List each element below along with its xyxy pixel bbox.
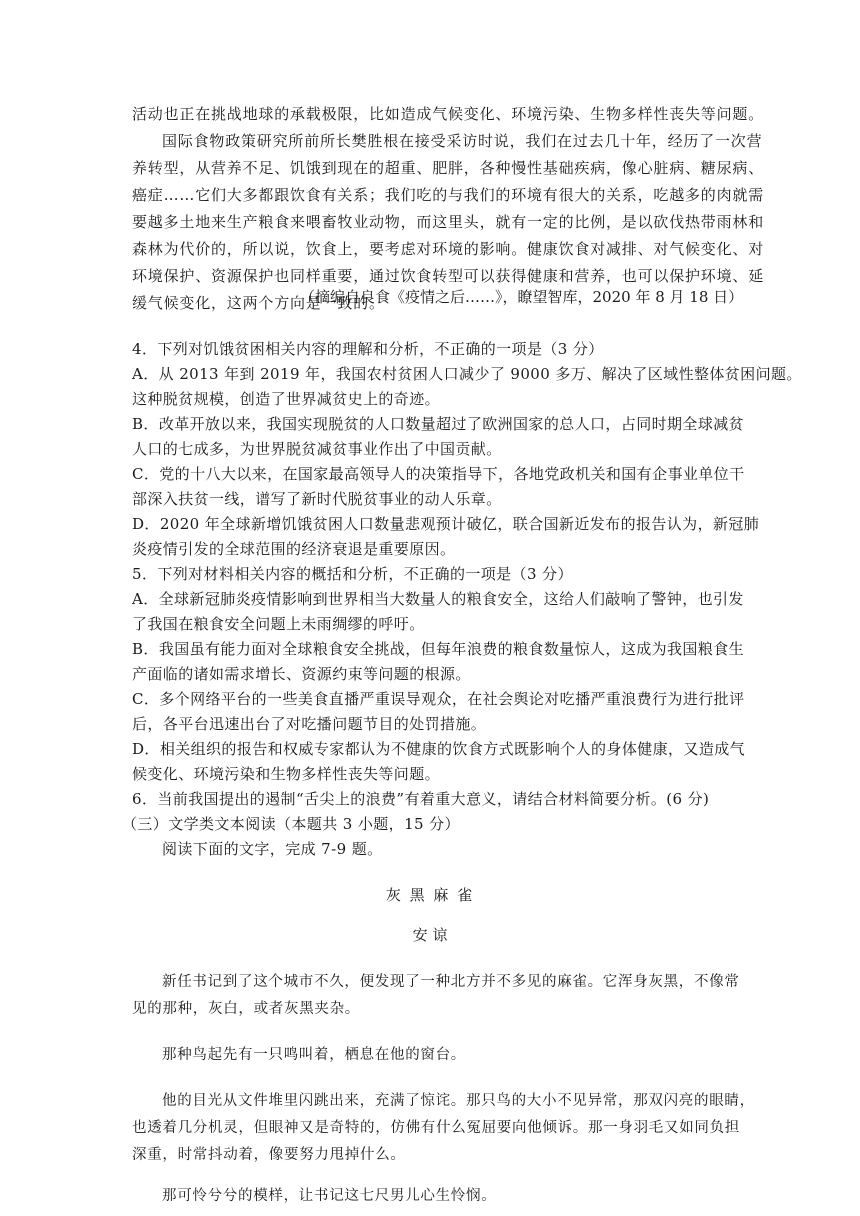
question-6-stem: 6．当前我国提出的遏制“舌尖上的浪费”有着重大意义，请结合材料简要分析。(6 分) [132,790,710,808]
question-4-option-b-cont: 人口的七成多，为世界脱贫减贫事业作出了中国贡献。 [132,440,502,458]
story-paragraph-line: 那种鸟起先有一只鸣叫着，栖息在他的窗台。 [162,1047,466,1063]
question-5-stem: 5．下列对材料相关内容的概括和分析，不正确的一项是（3 分） [132,565,573,583]
story-title: 灰 黑 麻 雀 [385,886,475,904]
passage-line: 养转型，从营养不足、饥饿到现在的超重、肥胖，各种慢性基础疾病，像心脏病、糖尿病、 [132,159,765,177]
reading-instruction: 阅读下面的文字，完成 7-9 题。 [162,840,383,858]
question-4-option-c-cont: 部深入扶贫一线，谱写了新时代脱贫事业的动人乐章。 [132,490,502,508]
question-4-option-a: A．从 2013 年到 2019 年，我国农村贫困人口减少了 9000 多万、解决了区域性整体贫困问题。 [132,365,802,383]
story-author: 安 谅 [412,926,448,944]
passage-line: 环境保护、资源保护也同样重要，通过饮食转型可以获得健康和营养，也可以保护环境、延 [132,267,765,285]
question-5-option-b: B．我国虽有能力面对全球粮食安全挑战，但每年浪费的粮食数量惊人，这成为我国粮食生 [132,640,745,658]
story-paragraph-line: 新任书记到了这个城市不久，便发现了一种北方并不多见的麻雀。它浑身灰黑，不像常 [162,974,740,990]
passage-line: 森林为代价的，所以说，饮食上，要考虑对环境的影响。健康饮食对减排、对气候变化、对 [132,240,765,258]
passage-line: 活动也正在挑战地球的承载极限，比如造成气候变化、环境污染、生物多样性丧失等问题。 [132,105,765,123]
passage-line: 癌症……它们大多都跟饮食有关系；我们吃的与我们的环境有很大的关系，吃越多的肉就需 [132,186,765,204]
question-5-option-a-cont: 了我国在粮食安全问题上未雨绸缪的呼吁。 [132,615,425,633]
question-5-option-a: A．全球新冠肺炎疫情影响到世界相当大数量人的粮食安全，这给人们敲响了警钟，也引发 [132,590,744,608]
story-paragraph-line: 也透着几分机灵，但眼神又是奇特的，仿佛有什么冤屈要向他倾诉。那一身羽毛又如同负担 [132,1120,740,1136]
source-citation: （摘编自良食《疫情之后……》，瞭望智库，2020 年 8 月 18 日） [300,288,744,306]
question-5-option-b-cont: 产面临的诸如需求增长、资源约束等问题的根源。 [132,665,471,683]
question-4-option-c: C．党的十八大以来，在国家最高领导人的决策指导下，各地党政机关和国有企事业单位干 [132,465,745,483]
section-heading: （三）文学类文本阅读（本题共 3 小题，15 分） [122,815,460,833]
question-5-option-c: C．多个网络平台的一些美食直播严重误导观众，在社会舆论对吃播严重浪费行为进行批评 [132,690,745,708]
story-paragraph-line: 他的目光从文件堆里闪跳出来，充满了惊诧。那只鸟的大小不见异常，那双闪亮的眼睛， [162,1093,755,1109]
question-4-option-a-cont: 这种脱贫规模，创造了世界减贫史上的奇迹。 [132,390,441,408]
passage-line: 要越多土地来生产粮食来喂畜牧业动物，而这里头，就有一定的比例，是以砍伐热带雨林和 [132,213,765,231]
question-4-stem: 4．下列对饥饿贫困相关内容的理解和分析，不正确的一项是（3 分） [132,340,604,358]
story-paragraph-line: 见的那种，灰白，或者灰黑夹杂。 [132,1001,360,1017]
question-5-option-d: D．相关组织的报告和权威专家都认为不健康的饮食方式既影响个人的身体健康，又造成气 [132,740,746,758]
passage-line: 缓气候变化，这两个方向是一致的。 [132,294,385,312]
story-paragraph-line: 那可怜兮兮的模样，让书记这七尺男儿心生怜悯。 [162,1188,497,1204]
question-5-option-d-cont: 候变化、环境污染和生物多样性丧失等问题。 [132,765,441,783]
story-paragraph-line: 深重，时常抖动着，像要努力甩掉什么。 [132,1147,406,1163]
question-5-option-c-cont: 后，各平台迅速出台了对吃播问题节目的处罚措施。 [132,715,487,733]
question-4-option-d: D．2020 年全球新增饥饿贫困人口数量悲观预计破亿，联合国新近发布的报告认为，新冠肺 [132,515,760,533]
question-4-option-d-cont: 炎疫情引发的全球范围的经济衰退是重要原因。 [132,540,456,558]
passage-line: 国际食物政策研究所前所长樊胜根在接受采访时说，我们在过去几十年，经历了一次营 [162,132,763,150]
question-4-option-b: B．改革开放以来，我国实现脱贫的人口数量超过了欧洲国家的总人口，占同时期全球减贫 [132,415,745,433]
